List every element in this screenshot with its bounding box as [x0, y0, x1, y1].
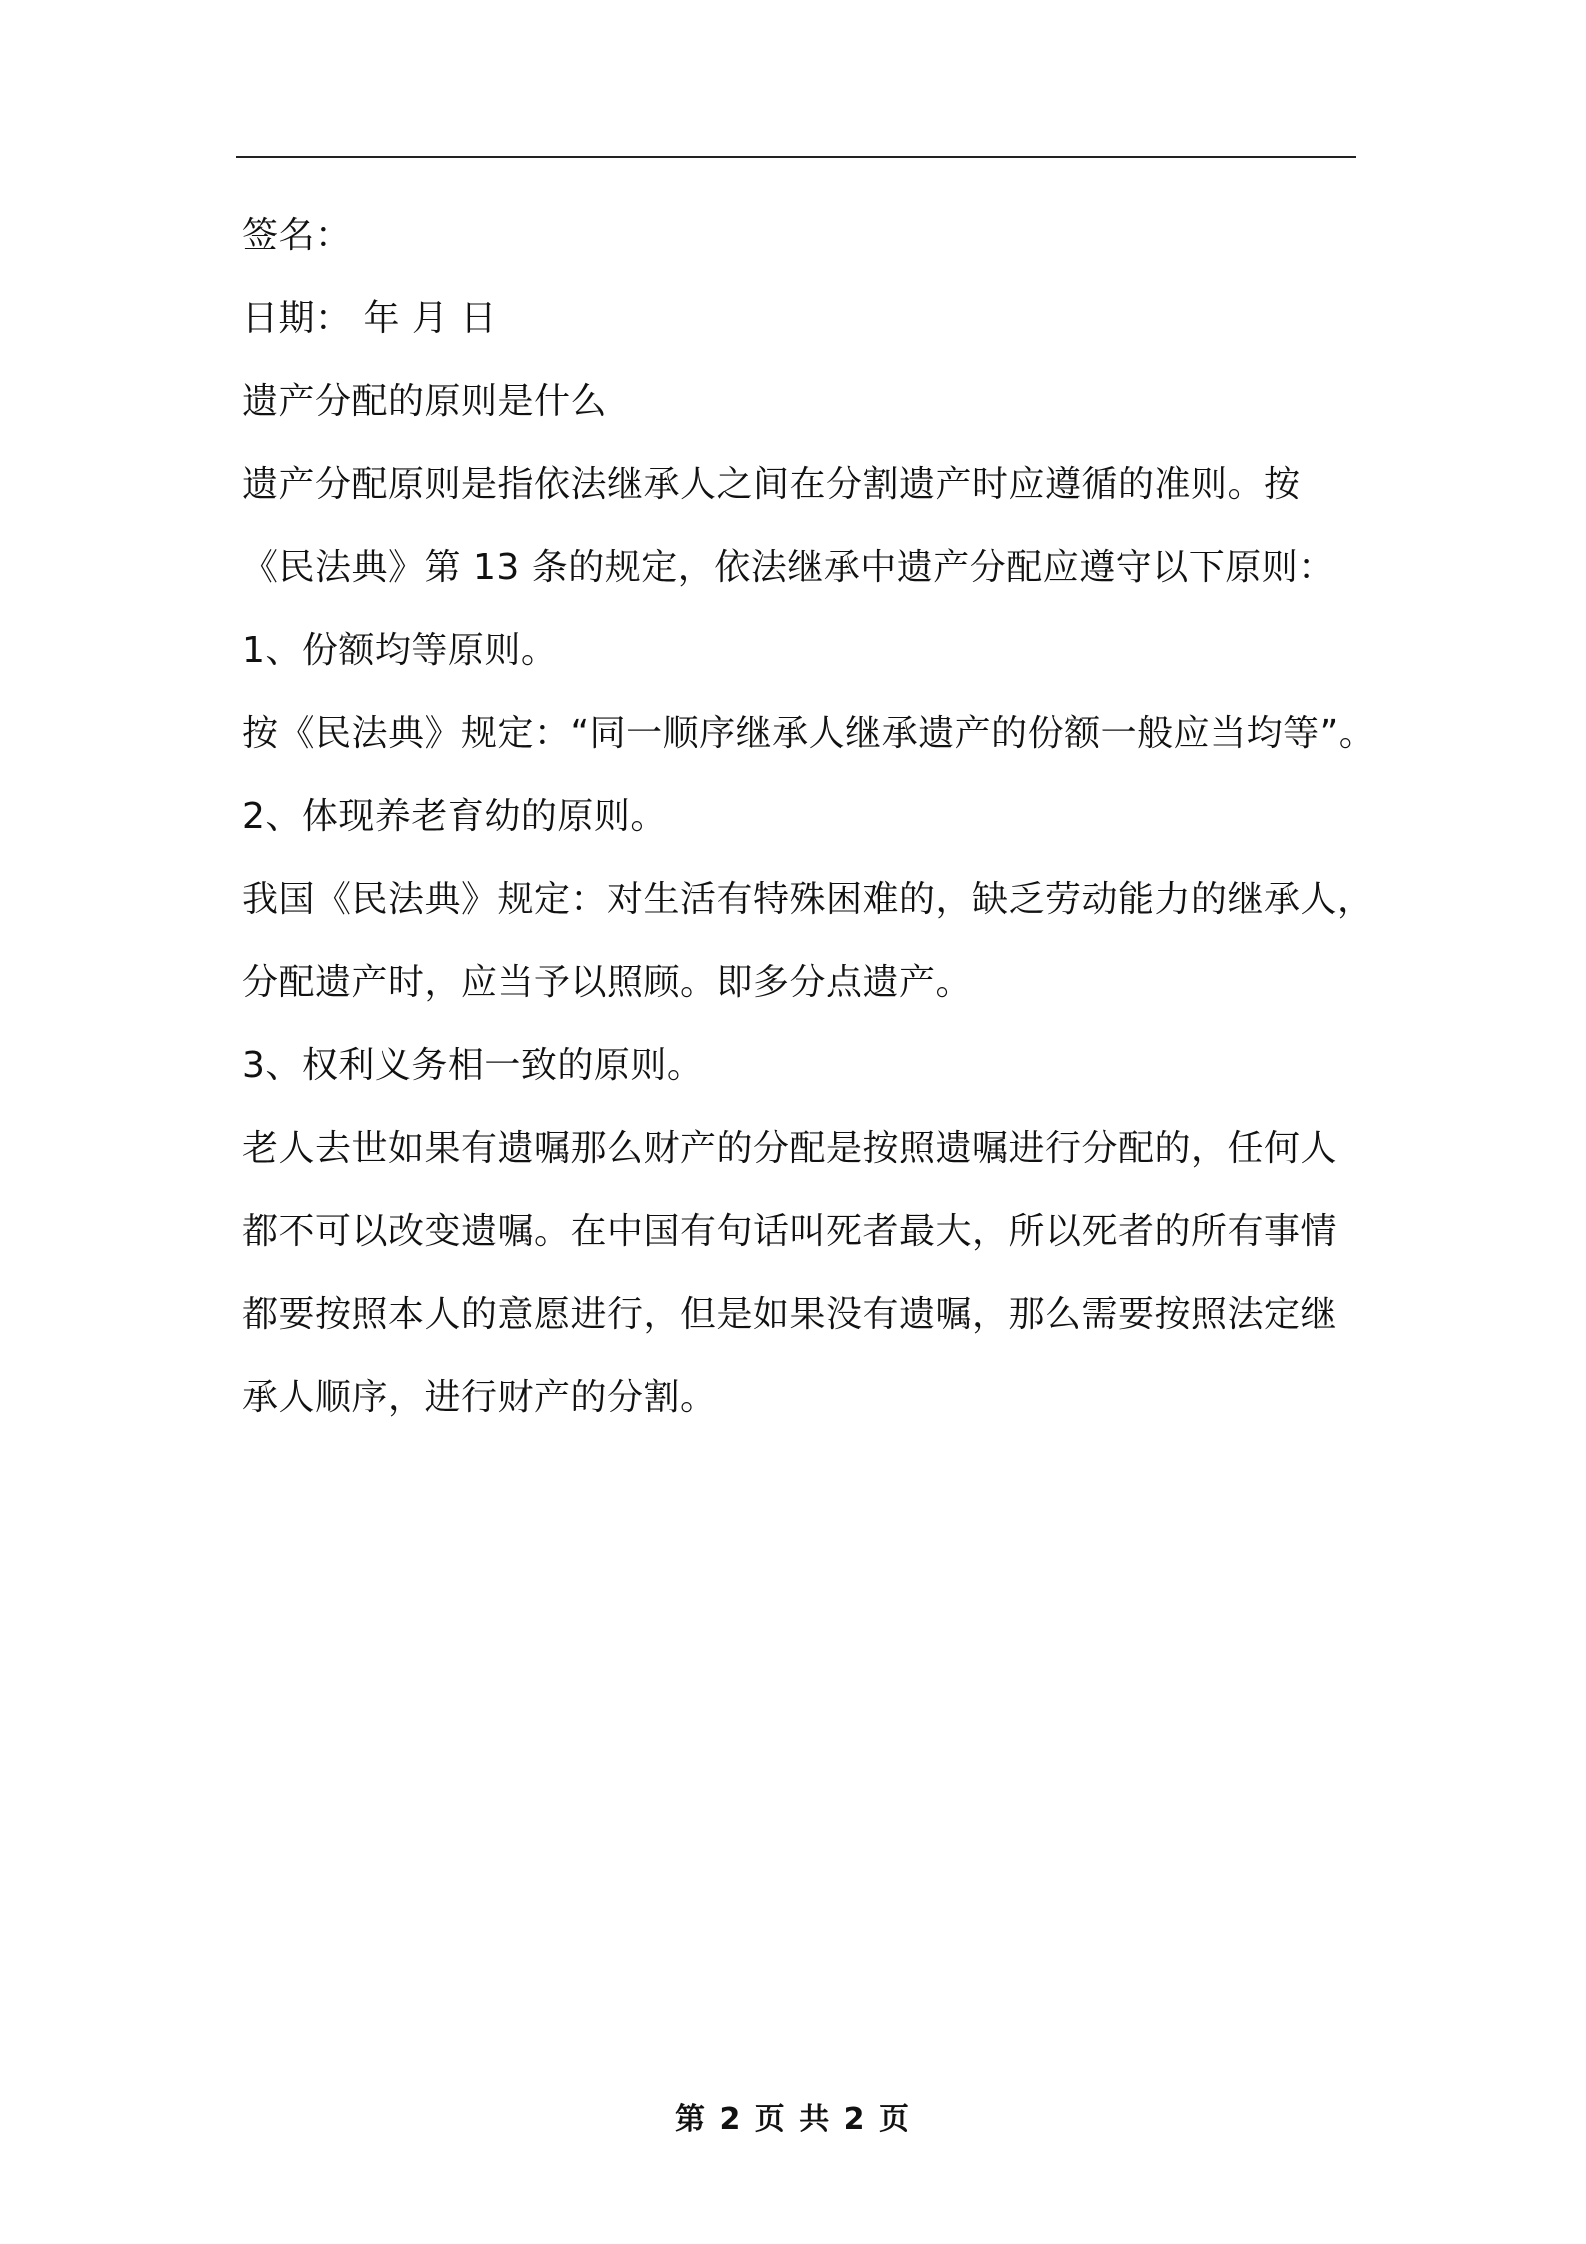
top-divider — [236, 156, 1356, 158]
paragraph-line: 分配遗产时，应当予以照顾。即多分点遗产。 — [242, 962, 973, 1003]
paragraph-line: 都不可以改变遗嘱。在中国有句话叫死者最大，所以死者的所有事情 — [242, 1211, 1338, 1252]
document-body — [242, 194, 1376, 1439]
paragraph-line: 都要按照本人的意愿进行，但是如果没有遗嘱，那么需要按照法定继 — [242, 1294, 1338, 1335]
principle-1-title: 1、份额均等原则。 — [242, 630, 558, 671]
principle-2-title: 2、体现养老育幼的原则。 — [242, 796, 667, 837]
principle-3-title: 3、权利义务相一致的原则。 — [242, 1045, 704, 1086]
section-heading: 遗产分配的原则是什么 — [242, 381, 608, 422]
paragraph-line: 我国《民法典》规定：对生活有特殊困难的，缺乏劳动能力的继承人， — [242, 879, 1374, 920]
date-line: 日期： 年 月 日 — [242, 298, 497, 339]
paragraph-line: 老人去世如果有遗嘱那么财产的分配是按照遗嘱进行分配的，任何人 — [242, 1128, 1338, 1169]
paragraph-line: 按《民法典》规定：“同一顺序继承人继承遗产的份额一般应当均等”。 — [242, 713, 1376, 754]
paragraph-line: 承人顺序，进行财产的分割。 — [242, 1377, 717, 1418]
paragraph-line: 遗产分配原则是指依法继承人之间在分割遗产时应遵循的准则。按 — [242, 464, 1301, 505]
page-number-footer: 第 2 页 共 2 页 — [675, 2102, 911, 2137]
signature-line: 签名： — [242, 215, 352, 256]
paragraph-line: 《民法典》第 13 条的规定，依法继承中遗产分配应遵守以下原则： — [242, 547, 1335, 588]
